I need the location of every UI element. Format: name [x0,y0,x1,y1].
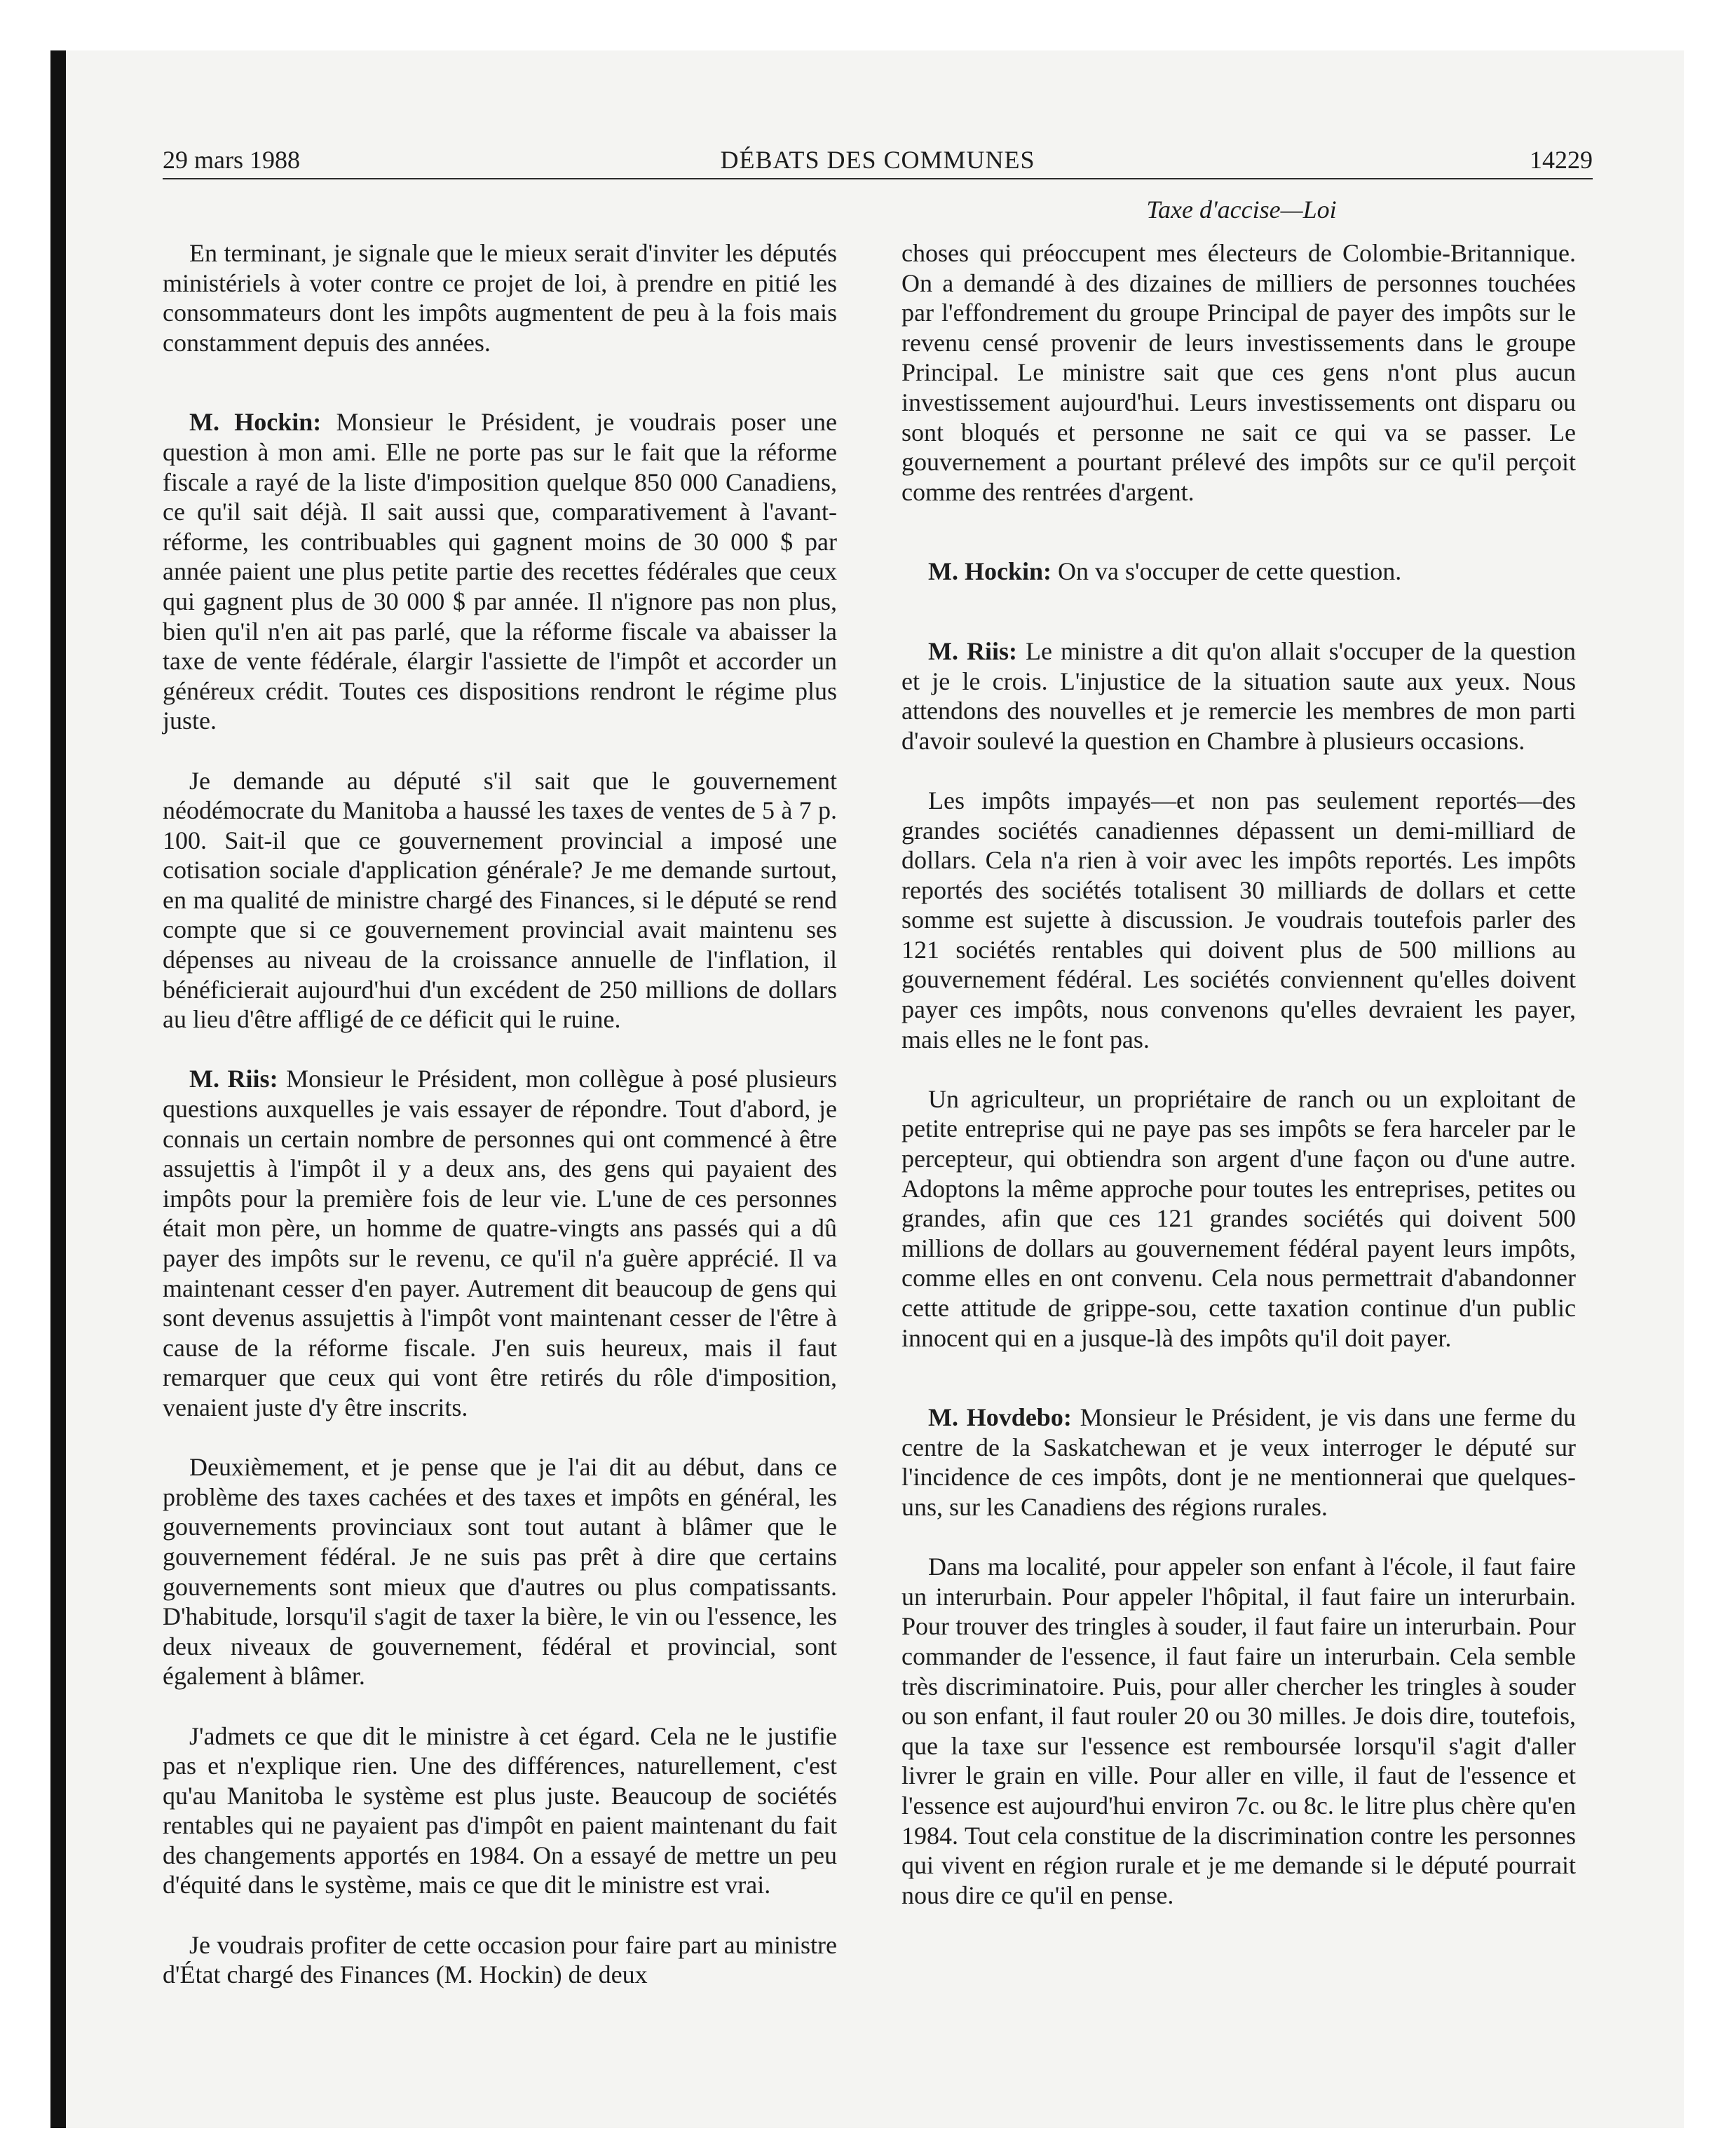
speaker-name: M. Riis: [189,1065,278,1093]
header-publication-title: DÉBATS DES COMMUNES [720,146,1035,174]
speaker-name: M. Hockin: [928,557,1052,586]
speaker-name: M. Riis: [928,636,1018,665]
left-column [163,238,837,2019]
paragraph-continued [901,238,1576,507]
header-page-number: 14229 [1530,146,1593,174]
paragraph [163,766,837,1035]
paragraph-text: Monsieur le Président, mon collègue à posé plusieurs questions auxquelles je vais essayer de répondre. Tout d'abord, je connais un certain nombre de personnes qui ont commencé à être assujettis à l'impôt il y a deux ans, des gens qui payaient des impôts pour la première fois de leur vie. L'une de ces personnes était mon père, un homme de quatre-vingts ans passés qui a dû payer des impôts sur le revenu, ce qu'il n'a guère apprécié. Il va maintenant cesser d'en payer. Autrement dit beaucoup de gens qui sont devenus assujettis à l'impôt vont maintenant cesser de l'être à cause de la réforme fiscale. J'en suis heureux, mais il faut remarquer que ceux qui vont être retirés du rôle d'imposition, venaient juste d'y être inscrits. [163,1065,837,1421]
speaker-name: M. Hovdebo: [928,1403,1072,1432]
paragraph [901,636,1576,756]
paragraph [163,1721,837,1901]
paragraph [163,238,837,357]
subject-heading: Taxe d'accise—Loi [1146,196,1337,224]
paragraph-text: Deuxièmement, et je pense que je l'ai dit au début, dans ce problème des taxes cachées et des taxes et impôts en général, les gouvernements provinciaux sont tout autant à blâmer que le gouvernement fédéral. Je ne suis pas prêt à dire que certains gouvernements sont mieux que d'autres ou plus compatissants. D'habitude, lorsqu'il s'agit de taxer la bière, le vin ou l'essence, les deux niveaux de gouvernement, fédéral et provincial, sont également à blâmer. [163,1453,837,1691]
paragraph [163,1064,837,1422]
paragraph [901,557,1576,587]
paragraph [901,786,1576,1054]
paragraph [163,1452,837,1691]
paragraph [163,407,837,736]
paragraph [163,1930,837,1990]
scan-border-shadow [50,50,66,2128]
paragraph-text: choses qui préoccupent mes électeurs de Colombie-Britannique. On a demandé à des dizaines de milliers de personnes touchées par l'effondrement du groupe Principal de payer des impôts sur le revenu censé provenir de leurs investissements dans le groupe Principal. Le ministre sait que ces gens n'ont plus aucun investissement aujourd'hui. Leurs investissements ont disparu ou sont bloqués et personne ne sait ce qui va se passer. Le gouvernement a pourtant prélevé des impôts sur ce qu'il perçoit comme des rentrées d'argent. [901,239,1576,506]
paragraph [901,1552,1576,1910]
paragraph-text: Dans ma localité, pour appeler son enfant à l'école, il faut faire un interurbain. Pour appeler l'hôpital, il faut faire un interurbain. Pour trouver des tringles à souder, il faut faire un interurbain. Pour commander de l'essence, il faut faire un interurbain. Cela semble très discriminatoire. Puis, pour aller chercher les tringles à souder ou son enfant, il faut rouler 20 ou 30 milles. Je dois dire, toutefois, que la taxe sur l'essence est remboursée lorsqu'il s'agit d'aller livrer le grain en ville. Pour aller en ville, il faut de l'essence et l'essence est aujourd'hui environ 7c. ou 8c. le litre plus chère qu'en 1984. Tout cela constitue de la discrimination contre les personnes qui vivent en région rurale et je me demande si le député pourrait nous dire ce qu'il en pense. [901,1553,1576,1909]
paragraph [901,1084,1576,1353]
speaker-name: M. Hockin: [189,408,322,437]
paragraph-text: Monsieur le Président, je vis dans une ferme du centre de la Saskatchewan et je veux interroger le député sur l'incidence de ces impôts, dont je ne mentionnerai que quelques-uns, sur les Canadiens des régions rurales. [901,1403,1577,1521]
paragraph-text: J'admets ce que dit le ministre à cet égard. Cela ne le justifie pas et n'explique rien. Une des différences, naturellement, c'est qu'au Manitoba le système est plus juste. Beaucoup de sociétés rentables qui ne payaient pas d'impôt en paient maintenant du fait des changements apportés en 1984. On a essayé de mettre un peu d'équité dans le système, mais ce que dit le ministre est vrai. [163,1721,837,1899]
paragraph-text: Je demande au député s'il sait que le gouvernement néodémocrate du Manitoba a haussé les taxes de ventes de 5 à 7 p. 100. Sait-il que ce gouvernement provincial a imposé une cotisation sociale d'application générale? Je me demande surtout, en ma qualité de ministre chargé des Finances, si le député se rend compte que si ce gouvernement provincial avait maintenu ses dépenses au niveau de la croissance annuelle de l'inflation, il bénéficierait aujourd'hui d'un excédent de 250 millions de dollars au lieu d'être affligé de ce déficit qui le ruine. [163,766,837,1034]
paragraph [901,1403,1576,1522]
paragraph-text: Le ministre a dit qu'on allait s'occuper de la question et je le crois. L'injustice de la situation saute aux yeux. Nous attendons des nouvelles et je remercie les membres de mon parti d'avoir soulevé la question en Chambre à plusieurs occasions. [901,636,1577,755]
paragraph-text: Les impôts impayés—et non pas seulement reportés—des grandes sociétés canadiennes dépassent un demi-milliard de dollars. Cela n'a rien à voir avec les impôts reportés. Les impôts reportés des sociétés totalisent 30 milliards de dollars et cette somme est sujette à discussion. Je voudrais toutefois parler des 121 sociétés rentables qui doivent plus de 500 millions au gouvernement fédéral. Les sociétés conviennent qu'elles doivent payer ces impôts, nous convenons qu'elles devraient les payer, mais elles ne le font pas. [901,786,1576,1053]
right-column [901,238,1576,1940]
paragraph-text: Un agriculteur, un propriétaire de ranch ou un exploitant de petite entreprise qui ne paye pas ses impôts se fera harceler par le percepteur, qui obtiendra son argent d'une façon ou d'une autre. Adoptons la même approche pour toutes les entreprises, petites ou grandes, afin que ces 121 grandes sociétés qui doivent 500 millions de dollars au gouvernement fédéral payent leurs impôts, comme elles en ont convenu. Cela nous permettrait d'abandonner cette attitude de grippe-sou, cette taxation continue d'un public innocent qui en a jusque-là des impôts qu'il doit payer. [901,1084,1576,1352]
header-rule [163,178,1593,179]
paragraph-text: En terminant, je signale que le mieux serait d'inviter les députés ministériels à voter contre ce projet de loi, à prendre en pitié les consommateurs dont les impôts augmentent de peu à la fois mais constamment depuis des années. [163,239,837,357]
running-header [163,142,1593,177]
paragraph-text: On va s'occuper de cette question. [1058,557,1402,586]
header-date: 29 mars 1988 [163,146,300,174]
paragraph-text: Je voudrais profiter de cette occasion pour faire part au ministre d'État chargé des Finances (M. Hockin) de deux [163,1930,837,1989]
paragraph-text: Monsieur le Président, je voudrais poser une question à mon ami. Elle ne porte pas sur le fait que la réforme fiscale a rayé de la liste d'imposition quelque 850 000 Canadiens, ce qu'il sait déjà. Il sait aussi que, comparativement à l'avant-réforme, les contribuables qui gagnent moins de 30 000 $ par année paient une plus petite partie des recettes fédérales que ceux qui gagnent plus de 30 000 $ par année. Il n'ignore pas non plus, bien qu'il n'en ait pas parlé, que la réforme fiscale va abaisser la taxe de vente fédérale, élargir l'assiette de l'impôt et accorder un généreux crédit. Toutes ces dispositions rendront le régime plus juste. [163,408,837,735]
